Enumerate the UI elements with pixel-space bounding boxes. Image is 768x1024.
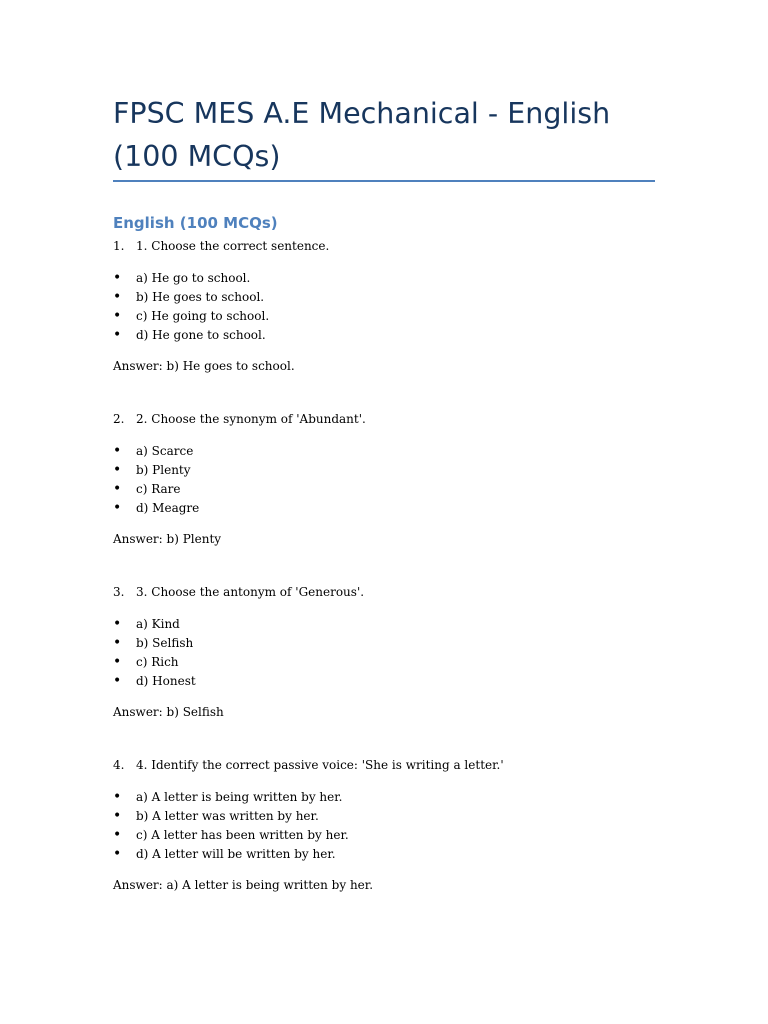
question-line xyxy=(113,583,655,601)
bullet-icon: • xyxy=(113,635,122,652)
question-text: 3. Choose the antonym of 'Generous'. xyxy=(136,585,365,599)
option-text: c) Rare xyxy=(136,482,181,497)
section-heading: English (100 MCQs) xyxy=(113,214,278,232)
option-text: a) Kind xyxy=(136,617,180,631)
bullet-icon: • xyxy=(113,673,122,690)
option-text: b) Plenty xyxy=(136,463,191,478)
question-block xyxy=(113,237,655,373)
question-block xyxy=(113,410,655,546)
question-number: 4. xyxy=(113,758,125,772)
question-line xyxy=(113,410,655,428)
option-text: b) He goes to school. xyxy=(136,290,265,305)
question-text: 4. Identify the correct passive voice: 'She is writing a letter.' xyxy=(136,758,504,772)
bullet-icon: • xyxy=(113,616,122,632)
title-underline-rule xyxy=(113,180,655,182)
question-block xyxy=(113,756,655,892)
bullet-icon: • xyxy=(113,327,122,344)
answer-text: Answer: b) Plenty xyxy=(113,532,222,546)
bullet-icon: • xyxy=(113,654,122,671)
bullet-icon: • xyxy=(113,500,122,517)
option-text: d) He gone to school. xyxy=(136,328,266,343)
bullet-icon: • xyxy=(113,808,122,825)
bullet-icon: • xyxy=(113,443,122,459)
bullet-icon: • xyxy=(113,462,122,479)
document-title: FPSC MES A.E Mechanical - English (100 MCQs) xyxy=(113,97,611,173)
answer-text: Answer: a) A letter is being written by her. xyxy=(113,878,374,892)
bullet-icon: • xyxy=(113,289,122,306)
bullet-icon: • xyxy=(113,308,122,325)
option-text: c) A letter has been written by her. xyxy=(136,828,349,843)
question-number: 1. xyxy=(113,239,125,253)
bullet-icon: • xyxy=(113,789,122,805)
option-text: d) Meagre xyxy=(136,501,200,516)
option-text: d) A letter will be written by her. xyxy=(136,847,336,862)
question-text: 2. Choose the synonym of 'Abundant'. xyxy=(136,412,366,426)
option-text: c) Rich xyxy=(136,655,179,670)
question-block xyxy=(113,583,655,719)
question-text: 1. Choose the correct sentence. xyxy=(136,239,330,253)
option-text: b) Selfish xyxy=(136,636,194,651)
option-text: a) He go to school. xyxy=(136,271,251,285)
bullet-icon: • xyxy=(113,481,122,498)
option-text: a) A letter is being written by her. xyxy=(136,790,343,804)
option-text: a) Scarce xyxy=(136,444,194,458)
bullet-icon: • xyxy=(113,846,122,863)
question-line xyxy=(113,237,655,255)
bullet-icon: • xyxy=(113,270,122,286)
answer-text: Answer: b) He goes to school. xyxy=(113,359,295,373)
question-number: 3. xyxy=(113,585,125,599)
answer-text: Answer: b) Selfish xyxy=(113,705,224,719)
question-number: 2. xyxy=(113,412,125,426)
option-text: b) A letter was written by her. xyxy=(136,809,319,824)
question-line xyxy=(113,756,655,774)
option-text: d) Honest xyxy=(136,674,196,689)
option-text: c) He going to school. xyxy=(136,309,270,324)
bullet-icon: • xyxy=(113,827,122,844)
